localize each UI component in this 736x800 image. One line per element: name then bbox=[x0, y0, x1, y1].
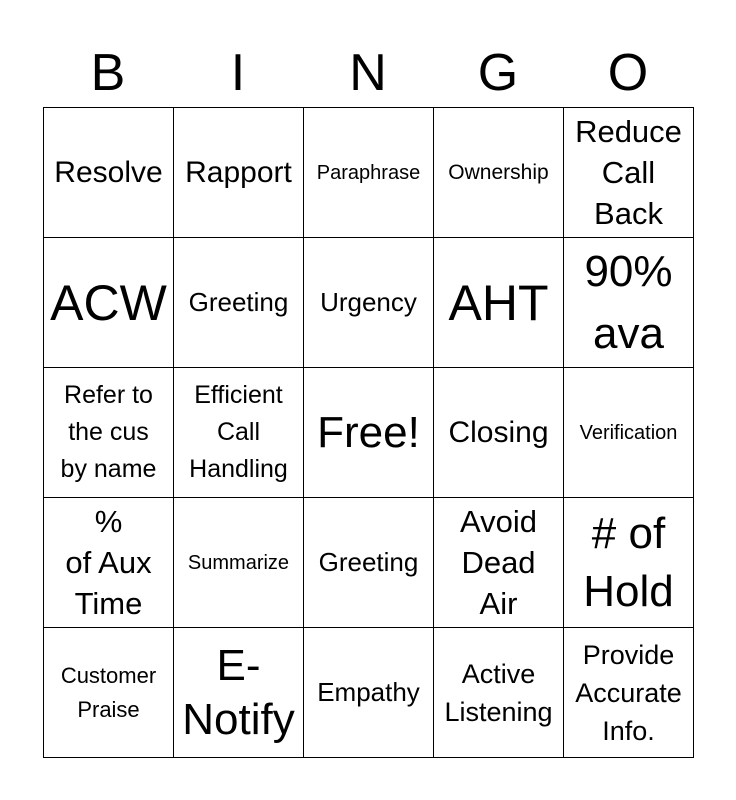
cell-text: Customer Praise bbox=[60, 662, 157, 722]
bingo-cell[interactable] bbox=[434, 498, 564, 628]
bingo-cell[interactable] bbox=[434, 108, 564, 238]
cell-text: # of Hold bbox=[583, 508, 674, 616]
cell-text: Active Listening bbox=[444, 658, 553, 727]
bingo-cell[interactable] bbox=[174, 238, 304, 368]
header-letter-o: O bbox=[607, 44, 649, 102]
bingo-cell[interactable] bbox=[174, 628, 304, 758]
cell-text: Refer to the cus by name bbox=[60, 381, 157, 483]
cell-text: Summarize bbox=[187, 551, 290, 574]
bingo-cell[interactable] bbox=[434, 238, 564, 368]
header-letter-n: N bbox=[349, 44, 387, 102]
cell-text: Paraphrase bbox=[316, 161, 421, 184]
bingo-grid bbox=[43, 107, 694, 758]
cell-text: Free! bbox=[317, 407, 420, 457]
cell-text: Closing bbox=[448, 415, 549, 449]
header-letter-b: B bbox=[90, 44, 126, 102]
bingo-cell[interactable] bbox=[44, 498, 174, 628]
cell-text: % of Aux Time bbox=[65, 504, 152, 621]
bingo-cell[interactable] bbox=[434, 368, 564, 498]
header-letter-g: G bbox=[477, 44, 519, 102]
cell-text: Provide Accurate Info. bbox=[575, 639, 682, 746]
bingo-cell[interactable] bbox=[44, 628, 174, 758]
cell-text: Ownership bbox=[448, 160, 549, 184]
cell-text: Greeting bbox=[318, 547, 419, 577]
bingo-cell[interactable] bbox=[564, 628, 694, 758]
bingo-cell[interactable] bbox=[434, 628, 564, 758]
bingo-cell[interactable] bbox=[304, 368, 434, 498]
bingo-cell[interactable] bbox=[304, 628, 434, 758]
bingo-cell[interactable] bbox=[44, 368, 174, 498]
bingo-cell[interactable] bbox=[44, 238, 174, 368]
header-letter-i: I bbox=[230, 44, 246, 102]
bingo-cell[interactable] bbox=[564, 238, 694, 368]
cell-text: E- Notify bbox=[182, 640, 295, 744]
bingo-cell[interactable] bbox=[564, 368, 694, 498]
cell-text: ACW bbox=[50, 274, 167, 331]
cell-text: Greeting bbox=[188, 287, 289, 317]
cell-text: AHT bbox=[448, 274, 549, 331]
cell-text: Resolve bbox=[54, 155, 163, 189]
bingo-cell[interactable] bbox=[304, 498, 434, 628]
bingo-cell[interactable] bbox=[304, 238, 434, 368]
bingo-cell[interactable] bbox=[304, 108, 434, 238]
bingo-cell[interactable] bbox=[564, 108, 694, 238]
cell-text: Empathy bbox=[317, 677, 420, 707]
cell-text: 90% ava bbox=[584, 246, 673, 358]
bingo-cell[interactable] bbox=[44, 108, 174, 238]
bingo-header bbox=[43, 40, 693, 106]
bingo-cell[interactable] bbox=[174, 498, 304, 628]
cell-text: Urgency bbox=[320, 287, 417, 317]
bingo-cell[interactable] bbox=[564, 498, 694, 628]
bingo-cell[interactable] bbox=[174, 368, 304, 498]
cell-text: Verification bbox=[579, 421, 678, 444]
cell-text: Rapport bbox=[185, 155, 292, 189]
cell-text: Reduce Call Back bbox=[575, 114, 682, 231]
cell-text: Efficient Call Handling bbox=[189, 381, 288, 483]
cell-text: Avoid Dead Air bbox=[460, 504, 537, 621]
bingo-cell[interactable] bbox=[174, 108, 304, 238]
